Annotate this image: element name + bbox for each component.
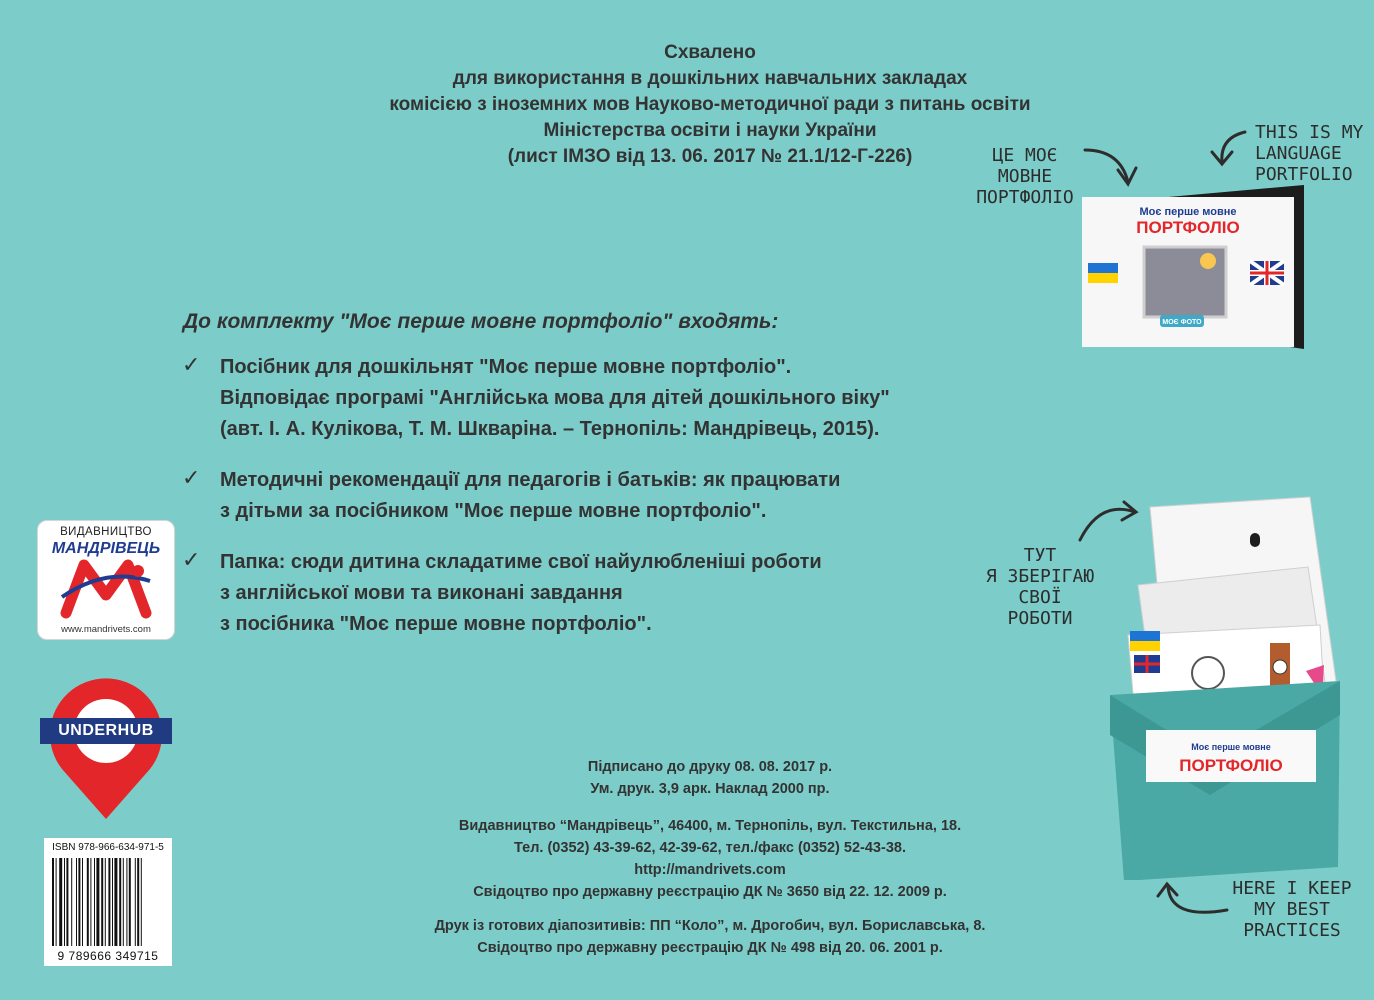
portfolio-folder-image: [1110, 495, 1340, 880]
cover-title-2: ПОРТФОЛІО: [1136, 218, 1240, 237]
note-tut: [975, 545, 1105, 629]
barcode-bar: [78, 858, 80, 946]
note-line: THIS IS MY: [1255, 122, 1364, 143]
approval-line: (лист ІМЗО від 13. 06. 2017 № 21.1/12-Г-226): [507, 146, 913, 167]
kit-item: [180, 465, 1040, 527]
print-info: [390, 756, 1030, 800]
barcode-bar: [135, 858, 136, 946]
barcode: [44, 838, 172, 966]
print-line: Ум. друк. 3,9 арк. Наклад 2000 пр.: [590, 781, 830, 797]
barcode-bar: [87, 858, 89, 946]
underhub-label: UNDERHUB: [40, 718, 172, 744]
barcode-bars: [52, 858, 168, 946]
kit-item-line: Методичні рекомендації для педагогів і батьків: як працювати: [220, 469, 841, 491]
note-this-is-my: [1255, 122, 1363, 185]
note-line: MY BEST: [1254, 899, 1330, 920]
barcode-digits: 9 789666 349715: [57, 949, 159, 963]
barcode-bar: [108, 858, 110, 946]
arrow-icon: [1158, 884, 1177, 896]
svg-text:Моє перше мовне: Моє перше мовне: [1191, 742, 1271, 752]
cover-photo-label: МОЄ ФОТО: [1162, 319, 1202, 326]
barcode-bar: [123, 858, 124, 946]
cover-title-1: Моє перше мовне: [1139, 206, 1237, 218]
note-line: PORTFOLIO: [1255, 164, 1353, 185]
note-line: Я ЗБЕРІГАЮ: [985, 566, 1095, 587]
barcode-bar: [64, 858, 65, 946]
publisher-logo-name: МАНДРІВЕЦЬ: [51, 540, 161, 557]
printer-line: Друк із готових діапозитивів: ПП “Коло”, м. Дрогобич, вул. Бориславська, 8.: [434, 918, 986, 934]
barcode-bar: [71, 858, 72, 946]
kit-item: [180, 547, 1040, 640]
check-icon: ✓: [182, 547, 201, 572]
note-line: ПОРТФОЛІО: [976, 187, 1074, 208]
barcode-bar: [141, 858, 142, 946]
arrow-icon: [1168, 886, 1227, 912]
note-tse-moie: [960, 145, 1090, 208]
barcode-bar: [59, 858, 62, 946]
note-line: СВОЇ: [1018, 587, 1062, 608]
isbn-text: ISBN 978-966-634-971-5: [52, 842, 164, 853]
note-line: ЦЕ МОЄ: [992, 145, 1058, 166]
printer-info: [390, 915, 1030, 959]
approval-line: Міністерства освіти і науки України: [543, 120, 877, 141]
barcode-bar: [119, 858, 121, 946]
underhub-logo: [40, 665, 172, 825]
note-line: PRACTICES: [1243, 920, 1341, 941]
kit-item-line: Відповідає програмі "Англійська мова для дітей дошкільного віку": [220, 387, 890, 409]
barcode-bar: [129, 858, 131, 946]
publisher-line: Тел. (0352) 43-39-62, 42-39-62, тел./факс (0352) 52-43-38.: [514, 840, 906, 856]
kit-item-line: з англійської мови та виконані завдання: [220, 582, 623, 604]
publisher-url[interactable]: http://mandrivets.com: [634, 862, 786, 878]
arrow-icon: [1118, 168, 1136, 184]
barcode-bar: [112, 858, 113, 946]
kit-item-line: (авт. І. А. Кулікова, Т. М. Шкваріна. – Тернопіль: Мандрівець, 2015).: [220, 418, 880, 440]
barcode-bar: [94, 858, 95, 946]
check-icon: ✓: [182, 352, 201, 377]
publisher-logo-top: ВИДАВНИЦТВО: [60, 526, 152, 538]
kit-heading: До комплекту "Моє перше мовне портфоліо" входять:: [183, 310, 779, 333]
barcode-bar: [137, 858, 139, 946]
barcode-bar: [126, 858, 127, 946]
barcode-bar: [96, 858, 99, 946]
approval-title: Схвалено: [664, 42, 756, 63]
kit-item: [180, 352, 1040, 445]
svg-text:ПОРТФОЛІО: ПОРТФОЛІО: [1179, 756, 1283, 775]
barcode-bar: [76, 858, 77, 946]
note-line: ТУТ: [1023, 545, 1057, 566]
location-pin-icon: [40, 665, 172, 825]
barcode-bar: [101, 858, 103, 946]
barcode-bar: [114, 858, 117, 946]
kit-list: [180, 352, 1040, 660]
portfolio-cover-image: [1082, 183, 1306, 351]
publisher-logo: [37, 520, 175, 640]
note-line: LANGUAGE: [1255, 143, 1342, 164]
barcode-bar: [66, 858, 68, 946]
kit-item-line: з посібника "Моє перше мовне портфоліо".: [220, 613, 652, 635]
kit-item-line: з дітьми за посібником "Моє перше мовне портфоліо".: [220, 500, 767, 522]
barcode-bar: [52, 858, 54, 946]
kit-item-line: Папка: сюди дитина складатиме свої найулюбленіші роботи: [220, 551, 822, 573]
note-line: РОБОТИ: [1007, 608, 1073, 629]
barcode-bar: [90, 858, 91, 946]
publisher-line: Видавництво “Мандрівець”, 46400, м. Тернопіль, вул. Текстильна, 18.: [458, 818, 962, 834]
publisher-m-icon: [58, 557, 154, 621]
publisher-logo-url: www.mandrivets.com: [61, 624, 151, 635]
note-line: HERE I KEEP: [1232, 878, 1352, 899]
note-here-i-keep: [1222, 878, 1362, 941]
arrow-icon: [1085, 150, 1128, 182]
publisher-info: [390, 815, 1030, 903]
note-line: МОВНЕ: [997, 166, 1053, 187]
publisher-line: Свідоцтво про державну реєстрацію ДК № 3650 від 22. 12. 2009 р.: [473, 884, 947, 900]
barcode-bar: [56, 858, 57, 946]
arrow-icon: [1212, 152, 1232, 164]
check-icon: ✓: [182, 465, 201, 490]
approval-line: для використання в дошкільних навчальних закладах: [452, 68, 968, 89]
kit-item-line: Посібник для дошкільнят "Моє перше мовне портфоліо".: [220, 356, 792, 378]
barcode-bar: [82, 858, 83, 946]
arrow-icon: [1222, 132, 1245, 162]
printer-line: Свідоцтво про державну реєстрацію ДК № 498 від 20. 06. 2001 р.: [477, 940, 943, 956]
approval-line: комісією з іноземних мов Науково-методичної ради з питань освіти: [389, 94, 1031, 115]
barcode-bar: [105, 858, 106, 946]
print-line: Підписано до друку 08. 08. 2017 р.: [587, 759, 833, 775]
